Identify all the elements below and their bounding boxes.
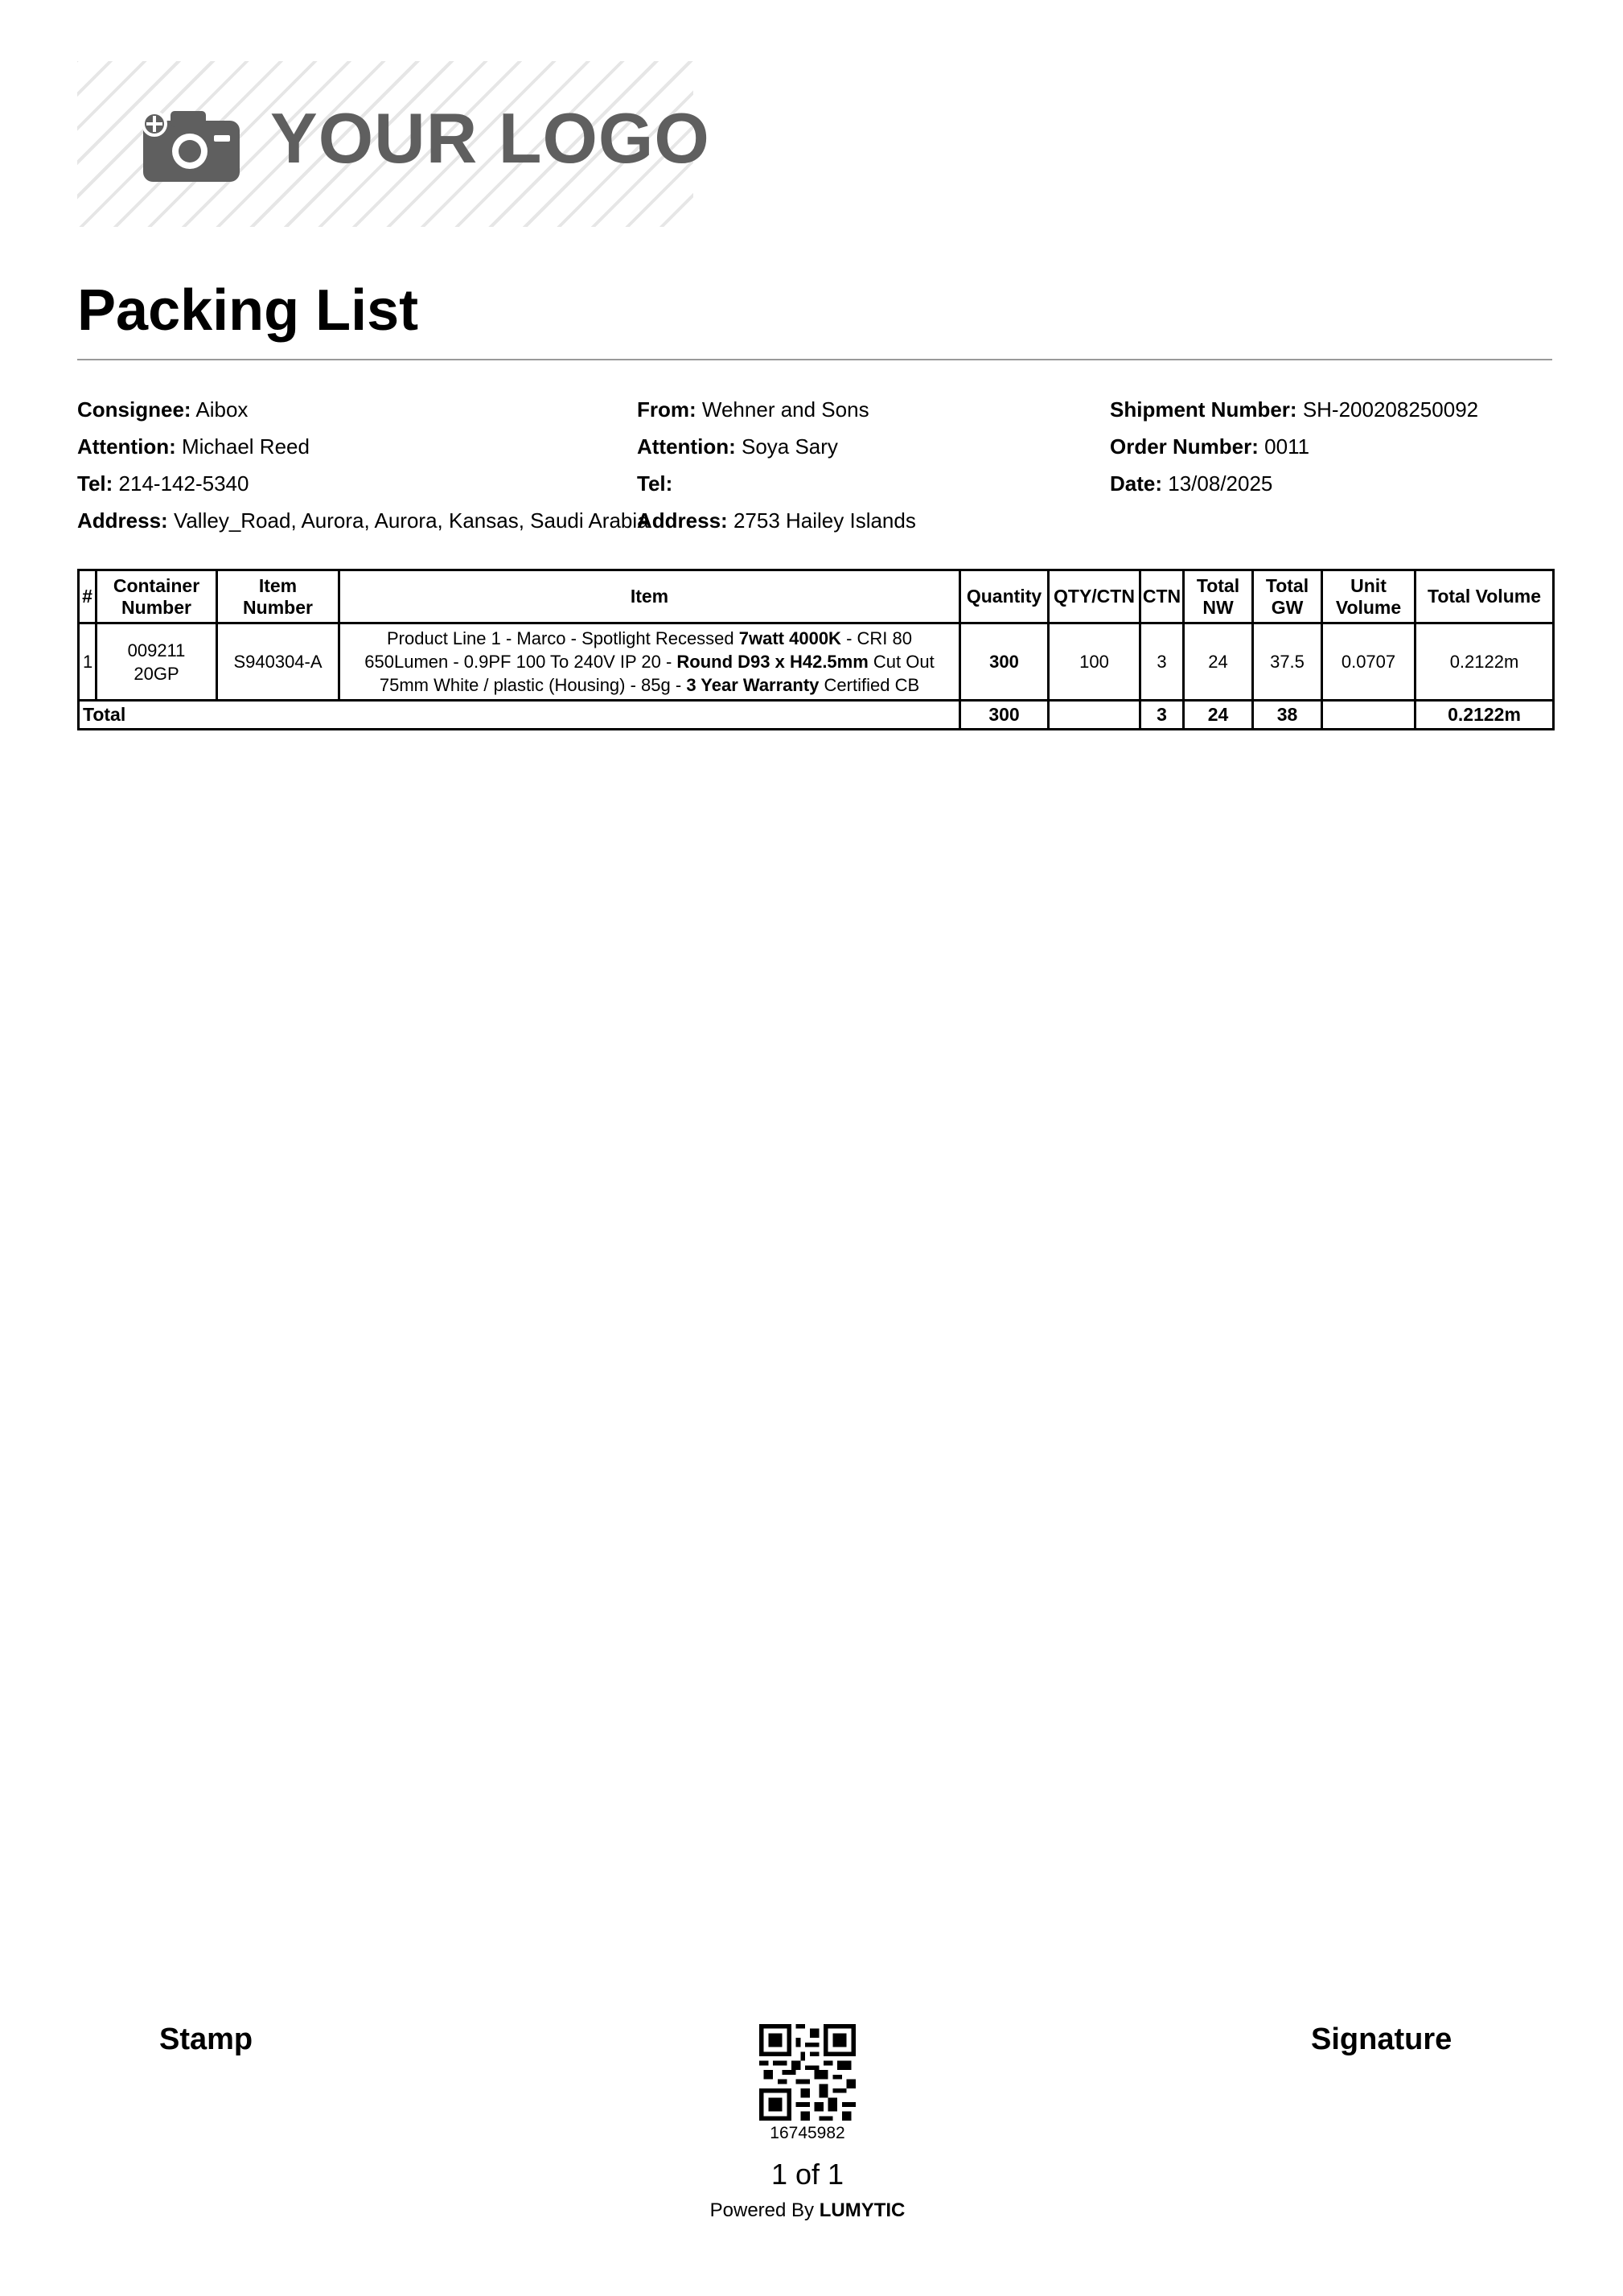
cell-index: 1 (79, 623, 97, 701)
address-label: Address: (77, 508, 168, 533)
address-value: Valley_Road, Aurora, Aurora, Kansas, Saudi Arabia (173, 508, 649, 533)
total-ctn: 3 (1140, 701, 1184, 730)
table-header-row (79, 570, 1554, 623)
page-title: Packing List (77, 278, 419, 343)
desc-text: Certified CB (819, 675, 920, 695)
sender-address-line (637, 502, 916, 539)
sender-block (637, 391, 916, 539)
qr-number: 16745982 (770, 2124, 845, 2142)
tel-value: 214-142-5340 (118, 471, 249, 496)
consignee-tel-line (77, 465, 649, 502)
address-value: 2753 Hailey Islands (733, 508, 916, 533)
cell-item-description (339, 623, 960, 701)
col-header-text: Total (1265, 574, 1309, 596)
order-number-label: Order Number: (1110, 434, 1259, 459)
from-label: From: (637, 397, 696, 422)
total-gw: 38 (1253, 701, 1322, 730)
cell-unit-volume: 0.0707 (1322, 623, 1416, 701)
col-header-text: Total (1196, 574, 1240, 596)
signature-label: Signature (1311, 2022, 1452, 2056)
col-header-ctn: CTN (1140, 570, 1184, 623)
powered-prefix: Powered By (709, 2199, 820, 2221)
logo-text: YOUR LOGO (270, 98, 710, 178)
col-header-qty-ctn: QTY/CTN (1049, 570, 1140, 623)
address-label: Address: (637, 508, 728, 533)
cell-total-volume: 0.2122m (1416, 623, 1554, 701)
cell-container (97, 623, 217, 701)
desc-bold: 7watt 4000K (738, 628, 841, 648)
total-label: Total (79, 701, 960, 730)
col-header-text: Unit (1350, 574, 1387, 596)
table-total-row (79, 701, 1554, 730)
col-header-item: Item (339, 570, 960, 623)
cell-total-gw: 37.5 (1253, 623, 1322, 701)
desc-text: 75mm White / plastic (Housing) - 85g - (379, 675, 687, 695)
sender-attention-line (637, 428, 916, 465)
shipment-number-value: SH-200208250092 (1302, 397, 1479, 422)
cell-qty-ctn: 100 (1049, 623, 1140, 701)
shipment-number-line (1110, 391, 1478, 428)
order-number-value: 0011 (1264, 434, 1310, 459)
attention-value: Soya Sary (741, 434, 838, 459)
desc-bold: 3 Year Warranty (686, 675, 820, 695)
col-header-unit-volume (1322, 570, 1416, 623)
consignee-value: Aibox (195, 397, 249, 422)
col-header-text: Item (258, 574, 298, 596)
cell-item-number: S940304-A (217, 623, 339, 701)
col-header-item-number (217, 570, 339, 623)
desc-text: Cut Out (868, 652, 935, 672)
col-header-text: NW (1202, 596, 1234, 618)
tel-label: Tel: (77, 471, 113, 496)
order-number-line (1110, 428, 1478, 465)
stamp-label: Stamp (159, 2022, 253, 2056)
powered-brand: LUMYTIC (819, 2199, 906, 2221)
consignee-address-line (77, 502, 649, 539)
title-divider (77, 359, 1552, 360)
col-header-quantity: Quantity (960, 570, 1049, 623)
table-row (79, 623, 1554, 701)
cell-text: 20GP (134, 663, 179, 684)
powered-by (647, 2199, 968, 2222)
qr-code-icon (759, 2024, 856, 2121)
cell-ctn: 3 (1140, 623, 1184, 701)
col-header-text: GW (1271, 596, 1304, 618)
total-qty-ctn (1049, 701, 1140, 730)
shipment-number-label: Shipment Number: (1110, 397, 1297, 422)
col-header-text: Number (121, 596, 191, 618)
consignee-line (77, 391, 649, 428)
cell-total-nw: 24 (1184, 623, 1253, 701)
desc-bold: Round D93 x H42.5mm (676, 652, 869, 672)
col-header-text: Container (113, 574, 200, 596)
attention-label: Attention: (77, 434, 176, 459)
desc-text: 650Lumen - 0.9PF 100 To 240V IP 20 - (364, 652, 677, 672)
consignee-label: Consignee: (77, 397, 191, 422)
col-header-total-gw (1253, 570, 1322, 623)
consignee-attention-line (77, 428, 649, 465)
tel-label: Tel: (637, 471, 673, 496)
shipment-block (1110, 391, 1478, 502)
col-header-text: Volume (1335, 596, 1402, 618)
attention-value: Michael Reed (181, 434, 310, 459)
consignee-block (77, 391, 649, 539)
total-nw: 24 (1184, 701, 1253, 730)
date-label: Date: (1110, 471, 1163, 496)
col-header-index: # (79, 570, 97, 623)
desc-text: - CRI 80 (840, 628, 912, 648)
col-header-total-volume: Total Volume (1416, 570, 1554, 623)
total-quantity: 300 (960, 701, 1049, 730)
col-header-total-nw (1184, 570, 1253, 623)
sender-tel-line (637, 465, 916, 502)
col-header-text: Number (243, 596, 313, 618)
date-value: 13/08/2025 (1168, 471, 1273, 496)
packing-table (77, 569, 1555, 730)
total-volume: 0.2122m (1416, 701, 1554, 730)
cell-text: 009211 (127, 640, 186, 660)
col-header-container (97, 570, 217, 623)
page-indicator: 1 of 1 (770, 2158, 844, 2191)
attention-label: Attention: (637, 434, 736, 459)
camera-plus-icon (143, 106, 240, 182)
total-unit-volume (1322, 701, 1416, 730)
from-line (637, 391, 916, 428)
date-line (1110, 465, 1478, 502)
desc-text: Product Line 1 - Marco - Spotlight Recessed (387, 628, 739, 648)
from-value: Wehner and Sons (701, 397, 869, 422)
cell-quantity: 300 (960, 623, 1049, 701)
